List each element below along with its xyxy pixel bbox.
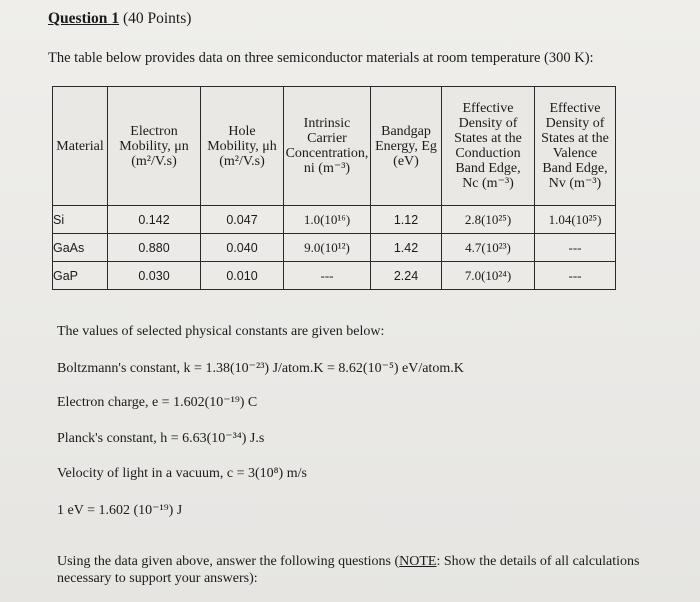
cell-mu-h: 0.040 <box>201 234 284 262</box>
table-header-row <box>53 87 616 206</box>
cell-eg: 2.24 <box>371 262 442 290</box>
cell-mu-h: 0.047 <box>201 206 284 234</box>
intro-text: The table below provides data on three semiconductor materials at room temperature (300 K): <box>48 50 594 66</box>
header-electron-mobility: Electron Mobility, μn (m²/V.s) <box>108 87 201 206</box>
boltzmann-constant: Boltzmann's constant, k = 1.38(10⁻²³) J/atom.K = 8.62(10⁻⁵) eV/atom.K <box>57 361 464 376</box>
cell-nc: 4.7(10²³) <box>442 234 535 262</box>
cell-nv: --- <box>535 234 616 262</box>
cell-nc: 2.8(10²⁵) <box>442 206 535 234</box>
cell-material: GaAs <box>53 234 108 262</box>
constants-title: The values of selected physical constants are given below: <box>57 324 385 339</box>
header-material: Material <box>53 87 108 206</box>
ev-conversion: 1 eV = 1.602 (10⁻¹⁹) J <box>57 503 183 518</box>
header-nc: Effective Density of States at the Conduction Band Edge, Nc (m⁻³) <box>442 87 535 206</box>
cell-ni: 1.0(10¹⁶) <box>284 206 371 234</box>
semiconductor-table <box>52 86 616 290</box>
speed-of-light: Velocity of light in a vacuum, c = 3(10⁸) m/s <box>57 466 307 481</box>
table-row <box>53 206 616 234</box>
cell-nv: --- <box>535 262 616 290</box>
question-points: (40 Points) <box>122 10 192 27</box>
header-bandgap: Bandgap Energy, Eg (eV) <box>371 87 442 206</box>
cell-material: Si <box>53 206 108 234</box>
cell-nc: 7.0(10²⁴) <box>442 262 535 290</box>
header-intrinsic-concentration: Intrinsic Carrier Concentration, ni (m⁻³) <box>284 87 371 206</box>
header-nv: Effective Density of States at the Valence Band Edge, Nv (m⁻³) <box>535 87 616 206</box>
planck-constant: Planck's constant, h = 6.63(10⁻³⁴) J.s <box>57 431 265 446</box>
cell-nv: 1.04(10²⁵) <box>535 206 616 234</box>
question-label: Question 1 <box>48 10 120 27</box>
cell-ni: 9.0(10¹²) <box>284 234 371 262</box>
note-label: NOTE <box>399 554 437 569</box>
cell-material: GaP <box>53 262 108 290</box>
cell-eg: 1.12 <box>371 206 442 234</box>
electron-charge: Electron charge, e = 1.602(10⁻¹⁹) C <box>57 395 258 410</box>
question-heading <box>48 10 191 28</box>
cell-ni: --- <box>284 262 371 290</box>
cell-eg: 1.42 <box>371 234 442 262</box>
cell-mu-h: 0.010 <box>201 262 284 290</box>
cell-mu-n: 0.880 <box>108 234 201 262</box>
table-row <box>53 262 616 290</box>
cell-mu-n: 0.142 <box>108 206 201 234</box>
instructions: Using the data given above, answer the following questions (NOTE: Show the details of all calculations necessary to support your answers): <box>57 554 640 586</box>
cell-mu-n: 0.030 <box>108 262 201 290</box>
table-row <box>53 234 616 262</box>
header-hole-mobility: Hole Mobility, μh (m²/V.s) <box>201 87 284 206</box>
